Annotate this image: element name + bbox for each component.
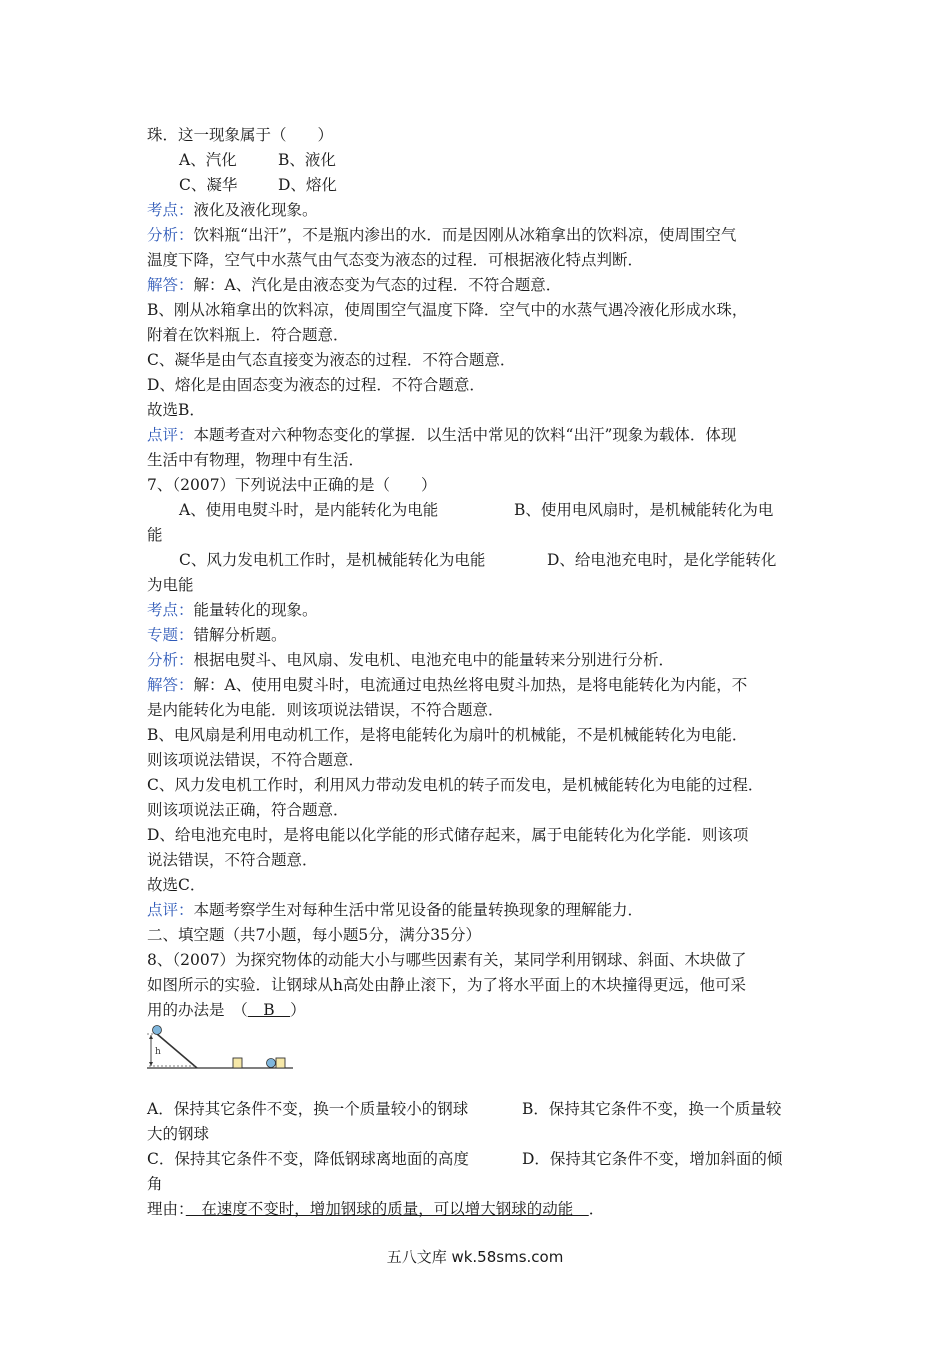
q7-jieda-2: 是内能转化为电能．则该项说法错误，不符合题意．	[147, 701, 504, 719]
q6-option-a: A、汽化	[179, 151, 237, 169]
q7-zhuanti	[147, 624, 287, 646]
steel-ball-bottom	[267, 1059, 276, 1068]
steel-ball-top	[153, 1026, 162, 1035]
dianping-label: 点评：	[147, 901, 194, 919]
q6-kaodian-text: 液化及液化现象。	[193, 201, 318, 219]
q6-option-row-1	[179, 149, 336, 171]
q7-dianping	[147, 899, 643, 921]
footer-watermark: 五八文库 wk.58sms.com	[386, 1248, 564, 1266]
q8-option-b: B．保持其它条件不变，换一个质量较	[522, 1100, 782, 1118]
q8-option-row-1	[147, 1098, 782, 1120]
q7-zhuanti-text: 错解分析题。	[193, 626, 287, 644]
height-arrow-head-top	[149, 1035, 153, 1039]
q7-option-row-2	[179, 549, 777, 571]
q7-jieda-5: C、风力发电机工作时，利用风力带动发电机的转子而发电，是机械能转化为电能的过程．	[147, 776, 764, 794]
q8-stem-1: 8、（2007）为探究物体的动能大小与哪些因素有关，某同学利用钢球、斜面、木块做了	[147, 951, 747, 969]
q7-kaodian	[147, 599, 318, 621]
q8-stem-3	[147, 999, 306, 1021]
q7-dianping-text: 本题考察学生对每种生活中常见设备的能量转换现象的理解能力．	[193, 901, 644, 919]
q7-jieda-6: 则该项说法正确，符合题意．	[147, 801, 349, 819]
q6-jieda-text-1: 解：A、汽化是由液态变为气态的过程．不符合题意．	[193, 276, 562, 294]
q7-jieda-7: D、给电池充电时，是将电能以化学能的形式储存起来，属于电能转化为化学能．则该项	[147, 826, 749, 844]
q7-option-d: D、给电池充电时，是化学能转化	[547, 551, 777, 569]
q8-option-d: D．保持其它条件不变，增加斜面的倾	[522, 1150, 783, 1168]
q6-option-b: B、液化	[278, 151, 336, 169]
q6-jieda-2: B、刚从冰箱拿出的饮料凉，使周围空气温度下降．空气中的水蒸气遇冷液化形成水珠，	[147, 301, 748, 319]
q8-reason	[147, 1198, 604, 1220]
wood-block	[233, 1058, 242, 1068]
q8-reason-end: ．	[588, 1200, 605, 1218]
q6-option-c: C、凝华	[179, 176, 238, 194]
height-label: h	[155, 1047, 161, 1057]
jieda-label: 解答：	[147, 276, 194, 294]
kaodian-label: 考点：	[147, 201, 194, 219]
q8-reason-answer: 在速度不变时，增加钢球的质量，可以增大钢球的动能	[185, 1200, 589, 1218]
q7-option-a: A、使用电熨斗时，是内能转化为电能	[179, 501, 439, 519]
q6-kaodian	[147, 199, 318, 221]
q6-dianping-1	[147, 424, 736, 446]
q6-stem-tail: 珠．这一现象属于（ ）	[147, 126, 334, 144]
q6-fenxi-2: 温度下降，空气中水蒸气由气态变为液态的过程．可根据液化特点判断．	[147, 251, 644, 269]
q8-option-c: C．保持其它条件不变，降低钢球离地面的高度	[147, 1150, 469, 1168]
q7-jieda-9: 故选C．	[147, 876, 206, 894]
q7-kaodian-text: 能量转化的现象。	[193, 601, 318, 619]
q8-option-d-cont: 角	[147, 1175, 163, 1193]
q8-option-b-cont: 大的钢球	[147, 1125, 210, 1143]
q8-stem-3-pre: 用的办法是 （	[147, 1001, 248, 1019]
fenxi-label: 分析：	[147, 226, 194, 244]
q6-fenxi-text-1: 饮料瓶“出汗”，不是瓶内渗出的水．而是因刚从冰箱拿出的饮料凉，使周围空气	[193, 226, 737, 244]
q7-option-c: C、风力发电机工作时，是机械能转化为电能	[179, 551, 486, 569]
section-heading: 二、填空题（共7小题，每小题5分，满分35分）	[147, 926, 481, 944]
kaodian-label: 考点：	[147, 601, 194, 619]
incline-experiment-figure	[147, 1022, 297, 1078]
q7-option-row-1	[179, 499, 774, 521]
q8-stem-2: 如图所示的实验．让钢球从h高处由静止滚下，为了将水平面上的木块撞得更远，他可采	[147, 976, 746, 994]
q7-jieda-8: 说法错误，不符合题意．	[147, 851, 318, 869]
q6-jieda-5: D、熔化是由固态变为液态的过程．不符合题意．	[147, 376, 485, 394]
q6-fenxi-1	[147, 224, 736, 246]
q6-option-d: D、熔化	[278, 176, 337, 194]
incline-slope	[157, 1034, 197, 1068]
q8-answer: B	[247, 1001, 291, 1019]
q7-stem: 7、（2007）下列说法中正确的是（ ）	[147, 476, 437, 494]
dianping-label: 点评：	[147, 426, 194, 444]
q8-option-row-2	[147, 1148, 783, 1170]
q6-jieda-3: 附着在饮料瓶上．符合题意．	[147, 326, 349, 344]
q7-option-b: B、使用电风扇时，是机械能转化为电	[514, 501, 774, 519]
q7-jieda-4: 则该项说法错误，不符合题意．	[147, 751, 365, 769]
zhuanti-label: 专题：	[147, 626, 194, 644]
height-arrow-head-bottom	[149, 1062, 153, 1066]
q8-reason-label: 理由：	[147, 1200, 186, 1218]
q8-stem-3-post: ）	[290, 1001, 306, 1019]
q6-jieda-6: 故选B．	[147, 401, 205, 419]
jieda-label: 解答：	[147, 676, 194, 694]
q7-jieda-1	[147, 674, 747, 696]
q7-option-d-cont: 为电能	[147, 576, 194, 594]
q7-fenxi	[147, 649, 674, 671]
q6-jieda-1	[147, 274, 561, 296]
fenxi-label: 分析：	[147, 651, 194, 669]
wood-block-moved	[276, 1058, 285, 1068]
q7-option-b-cont: 能	[147, 526, 163, 544]
q6-jieda-4: C、凝华是由气态直接变为液态的过程．不符合题意．	[147, 351, 516, 369]
q6-option-row-2	[179, 174, 337, 196]
q7-jieda-text-1: 解：A、使用电熨斗时，电流通过电热丝将电熨斗加热，是将电能转化为内能，不	[193, 676, 748, 694]
q7-fenxi-text: 根据电熨斗、电风扇、发电机、电池充电中的能量转来分别进行分析．	[193, 651, 675, 669]
q6-dianping-text-1: 本题考查对六种物态变化的掌握．以生活中常见的饮料“出汗”现象为载体．体现	[193, 426, 737, 444]
q8-option-a: A．保持其它条件不变，换一个质量较小的钢球	[147, 1100, 469, 1118]
q7-jieda-3: B、电风扇是利用电动机工作，是将电能转化为扇叶的机械能，不是机械能转化为电能．	[147, 726, 748, 744]
q6-dianping-2: 生活中有物理，物理中有生活．	[147, 451, 365, 469]
